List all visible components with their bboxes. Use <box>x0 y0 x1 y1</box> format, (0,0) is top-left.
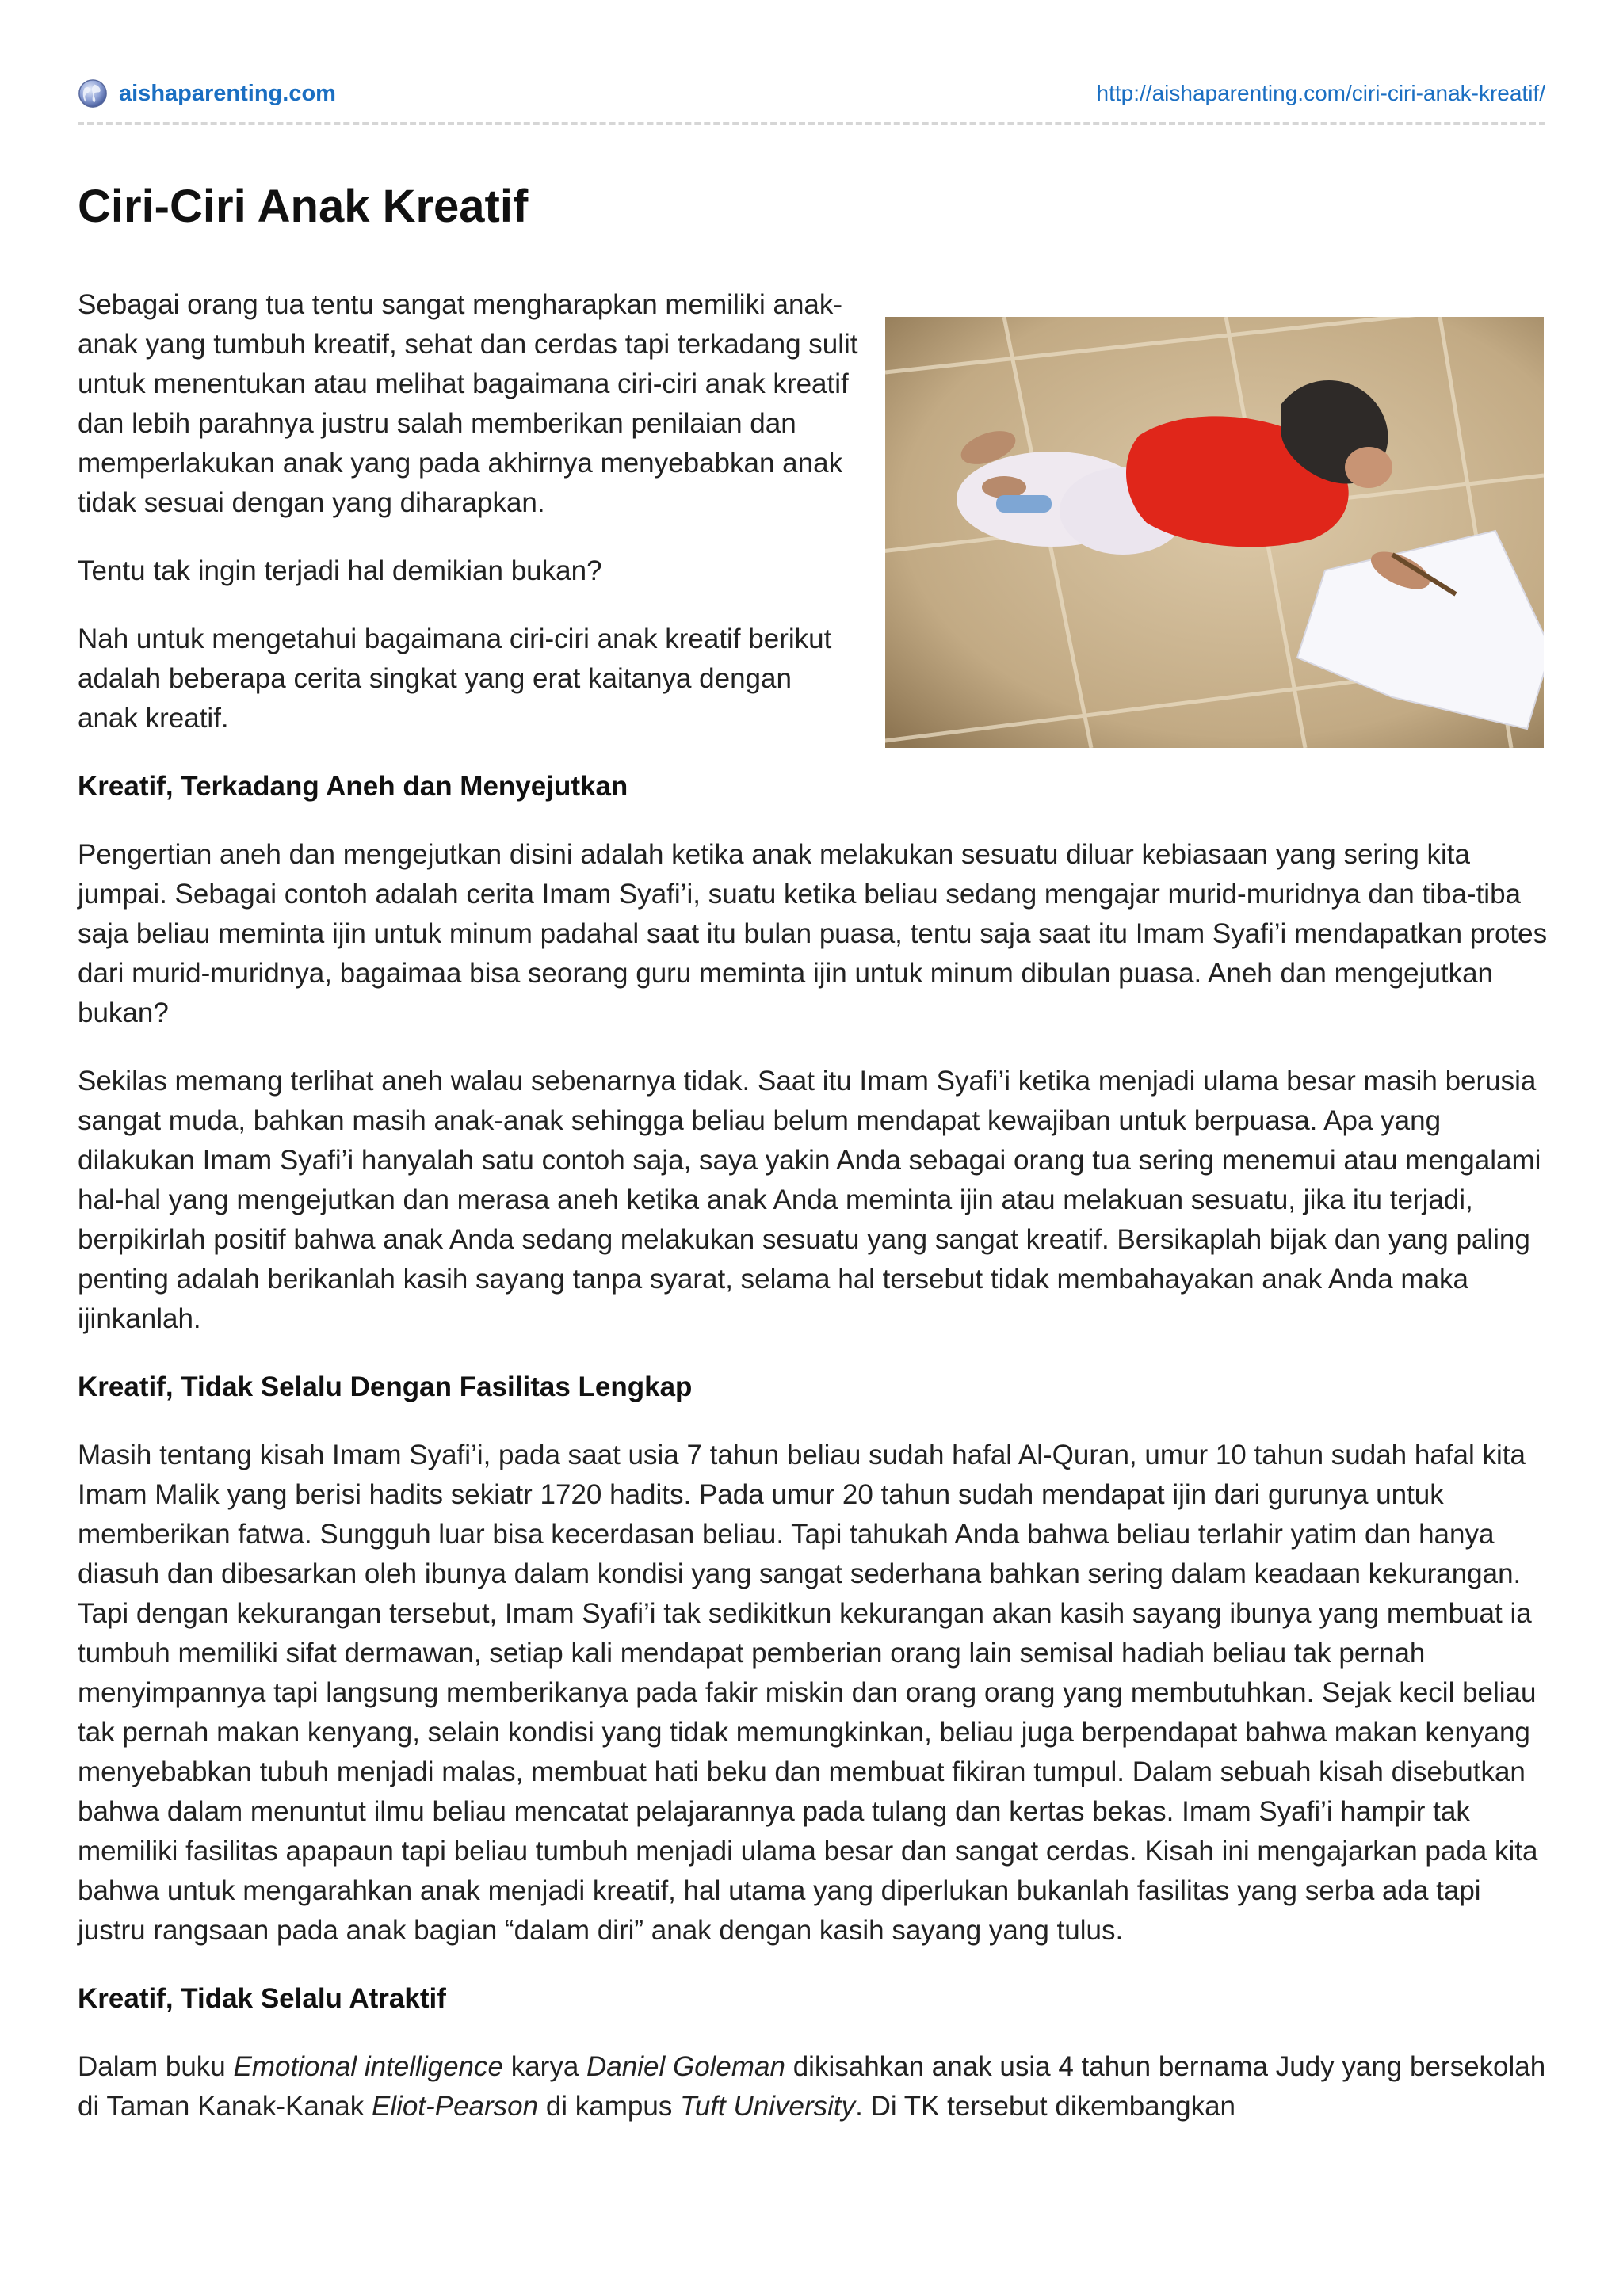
page-header <box>78 76 1545 111</box>
section-heading: Kreatif, Tidak Selalu Dengan Fasilitas Lengkap <box>78 1371 693 1402</box>
page-url-link[interactable]: http://aishaparenting.com/ciri-ciri-anak-kreatif/ <box>1096 81 1545 105</box>
text-run: . Di TK tersebut dikembangkan <box>855 2091 1236 2122</box>
section-paragraph: Sekilas memang terlihat aneh walau sebenarnya tidak. Saat itu Imam Syafi’i ketika menjadi ulama besar masih berusia sangat muda, bahkan masih anak-anak sehingga beliau belum mendapat kewajiban untuk berpuasa. Apa yang dilakukan Imam Syafi’i hanyalah satu contoh saja, saya yakin Anda sebagai orang tua sering menemui atau mengalami hal-hal yang mengejutkan dan merasa aneh ketika anak Anda meminta ijin atau melakuan sesuatu, jika itu terjadi, berpikirlah positif bahwa anak Anda sedang melakukan sesuatu yang sangat kreatif. Bersikaplah bijak dan yang paling penting adalah berikanlah kasih sayang tanpa syarat, selama hal tersebut tidak membahayakan anak Anda maka ijinkanlah. <box>78 1066 1541 1334</box>
text-run: di kampus <box>538 2091 681 2122</box>
section-heading: Kreatif, Terkadang Aneh dan Menyejutkan <box>78 771 628 802</box>
text-run: Dalam buku <box>78 2051 234 2082</box>
intro-paragraph: Nah untuk mengetahui bagaimana ciri-ciri anak kreatif berikut adalah beberapa cerita singkat yang erat kaitanya dengan anak kreatif. <box>78 624 832 734</box>
header-divider <box>78 122 1545 125</box>
text-run: dikisahkan anak usia 4 tahun bernama Judy yang bersekolah di Taman Kanak-Kanak <box>78 2051 1546 2122</box>
intro-paragraph: Tentu tak ingin terjadi hal demikian bukan? <box>78 555 602 586</box>
intro-section <box>78 285 1548 738</box>
section-paragraph: Masih tentang kisah Imam Syafi’i, pada saat usia 7 tahun beliau sudah hafal Al-Quran, umur 10 tahun sudah hafal kita Imam Malik yang berisi hadits sekiatr 1720 hadits. Pada umur 20 tahun sudah mendapat ijin dari gurunya untuk memberikan fatwa. Sungguh luar bisa kecerdasan beliau. Tapi tahukah Anda bahwa beliau terlahir yatim dan hanya diasuh dan dibesarkan oleh ibunya dalam kondisi yang sangat sederhana bahkan sering dalam keadaan kekurangan. Tapi dengan kekurangan tersebut, Imam Syafi’i tak sedikitkun kekurangan akan kasih sayang ibunya yang membuat ia tumbuh memiliki sifat dermawan, setiap kali mendapat pemberian orang lain semisal hadiah beliau tak pernah menyimpannya tapi langsung memberikanya pada fakir miskin dan orang orang yang membutuhkan. Sejak kecil beliau tak pernah makan kenyang, selain kondisi yang tidak memungkinkan, beliau juga berpendapat bahwa makan kenyang menyebabkan tubuh menjadi malas, membuat hati beku dan membuat fikiran tumpul. Dalam sebuah kisah disebutkan bahwa dalam menuntut ilmu beliau mencatat pelajarannya pada tulang dan kertas bekas. Imam Syafi’i hampir tak memiliki fasilitas apapaun tapi beliau tumbuh menjadi ulama besar dan sangat cerdas. Kisah ini mengajarkan pada kita bahwa untuk mengarahkan anak menjadi kreatif, hal utama yang diperlukan bukanlah fasilitas yang serba ada tapi justru rangsaan pada anak bagian “dalam diri” anak dengan kasih sayang yang tulus. <box>78 1440 1538 1946</box>
globe-icon <box>78 78 108 109</box>
school-name: Eliot-Pearson <box>371 2091 539 2122</box>
section-heading: Kreatif, Tidak Selalu Atraktif <box>78 1983 446 2014</box>
article-title: Ciri-Ciri Anak Kreatif <box>78 181 529 232</box>
site-name-link[interactable]: aishaparenting.com <box>119 80 336 106</box>
section-paragraph: Pengertian aneh dan mengejutkan disini adalah ketika anak melakukan sesuatu diluar kebiasaan yang sering kita jumpai. Sebagai contoh adalah cerita Imam Syafi’i, suatu ketika beliau sedang mengajar murid-muridnya dan tiba-tiba saja beliau meminta ijin untuk minum padahal saat itu bulan puasa, tentu saja saat itu Imam Syafi’i mendapatkan protes dari murid-muridnya, bagaimaa bisa seorang guru meminta ijin untuk minum dibulan puasa. Aneh dan mengejutkan bukan? <box>78 839 1548 1028</box>
author-name: Daniel Goleman <box>586 2051 785 2082</box>
book-title: Emotional intelligence <box>233 2051 503 2082</box>
article-body <box>78 285 1548 2155</box>
campus-name: Tuft University <box>680 2091 856 2122</box>
section-paragraph <box>78 2047 1548 2126</box>
intro-paragraph: Sebagai orang tua tentu sangat mengharapkan memiliki anak-anak yang tumbuh kreatif, sehat dan cerdas tapi terkadang sulit untuk menentukan atau melihat bagaimana ciri-ciri anak kreatif dan lebih parahnya justru salah memberikan penilaian dan memperlakukan anak yang pada akhirnya menyebabkan anak tidak sesuai dengan yang diharapkan. <box>78 289 858 518</box>
text-run: karya <box>502 2051 587 2082</box>
site-identity <box>78 78 336 109</box>
